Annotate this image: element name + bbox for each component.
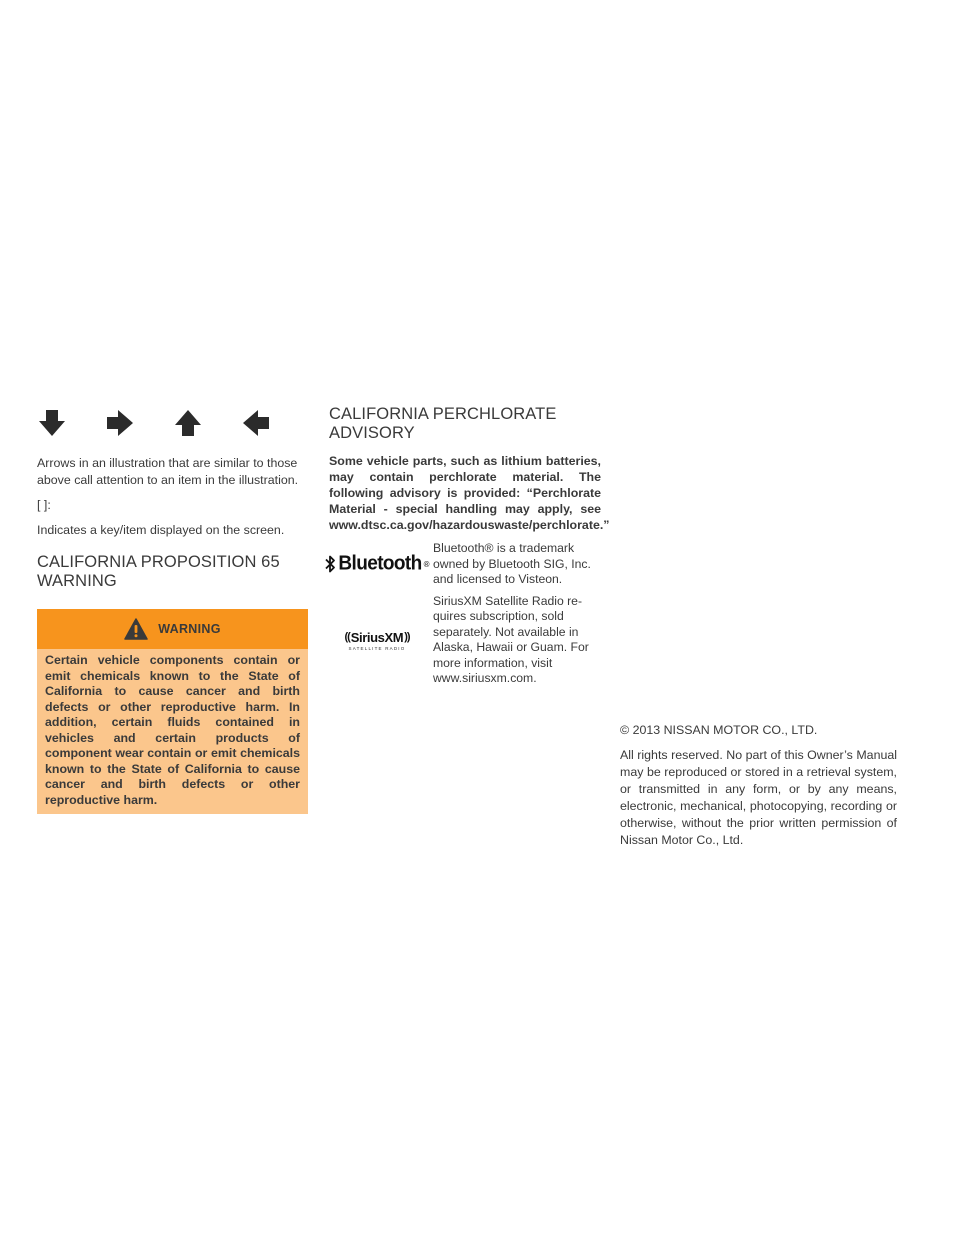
bracket-symbol: [ ]: xyxy=(37,498,51,512)
warning-text: Certain vehicle components contain or emit chemicals known to the State of California to cause cancer and birth defects or other reproductive harm. In addition, certain fluids contained in vehicles and certain products of component wear contain or emit chemicals known to the State of California to cause cancer and birth defects or other reproductive harm. xyxy=(37,649,308,814)
arrow-down-icon xyxy=(37,408,67,438)
bluetooth-text xyxy=(433,541,601,588)
middle-column xyxy=(329,405,610,693)
siriusxm-logo-subtitle: SATELLITE RADIO xyxy=(348,645,406,651)
signal-wave-icon: )) xyxy=(404,631,410,643)
rights-reserved-text: All rights reserved. No part of this Owner’s Manual may be reproduced or stored in a retrieval system, or transmitted in any form, or by any means, electronic, mechanical, photocopying, recording or otherwise, without the prior written permission of Nissan Motor Co., Ltd. xyxy=(620,748,897,847)
arrow-right-icon xyxy=(105,408,135,438)
arrow-icons-row xyxy=(37,405,308,441)
left-column xyxy=(37,405,308,814)
right-column xyxy=(620,722,897,857)
bluetooth-line: owned by Bluetooth SIG, Inc. xyxy=(433,556,591,571)
siriusxm-line: quires subscription, sold xyxy=(433,609,564,623)
perchlorate-heading: CALIFORNIA PERCHLORATE ADVISORY xyxy=(329,405,557,442)
bluetooth-logo xyxy=(329,541,430,588)
bluetooth-notice xyxy=(329,541,601,588)
siriusxm-logo-word: SiriusXM xyxy=(350,629,404,645)
siriusxm-line: Alaska, Hawaii or Guam. For xyxy=(433,640,589,654)
arrow-left-icon xyxy=(241,408,271,438)
bluetooth-logo-reg: ® xyxy=(423,559,430,569)
perchlorate-advisory: Some vehicle parts, such as lithium batteries, may contain perchlorate material. The following advisory is provided: “Perchlorate Material - special handling may apply, see www.dtsc.ca.gov/hazardouswaste/perchlorate.” xyxy=(329,454,610,532)
siriusxm-line: more information, visit xyxy=(433,655,553,670)
arrows-description: Arrows in an illustration that are similar to those above call attention to an item in the illustration. xyxy=(37,456,299,487)
bluetooth-logo-word: Bluetooth xyxy=(338,552,422,575)
siriusxm-line: www.siriusxm.com. xyxy=(433,671,537,685)
copyright-line: © 2013 NISSAN MOTOR CO., LTD. xyxy=(620,723,818,737)
warning-triangle-icon xyxy=(124,618,148,640)
prop65-heading: CALIFORNIA PROPOSITION 65 WARNING xyxy=(37,553,280,590)
warning-box xyxy=(37,609,308,814)
siriusxm-text xyxy=(433,594,601,687)
siriusxm-line: separately. Not available in xyxy=(433,624,579,639)
bluetooth-line: Bluetooth® is a trademark xyxy=(433,541,575,555)
bluetooth-line: and licensed to Visteon. xyxy=(433,572,563,586)
bluetooth-icon xyxy=(324,554,336,574)
siriusxm-line: SiriusXM Satellite Radio re- xyxy=(433,593,583,608)
siriusxm-notice xyxy=(329,594,601,687)
bracket-description: Indicates a key/item displayed on the screen. xyxy=(37,523,285,537)
warning-header xyxy=(37,609,308,649)
arrow-up-icon xyxy=(173,408,203,438)
warning-label: WARNING xyxy=(158,622,221,636)
signal-wave-icon: (( xyxy=(344,631,350,643)
siriusxm-logo xyxy=(329,594,425,687)
